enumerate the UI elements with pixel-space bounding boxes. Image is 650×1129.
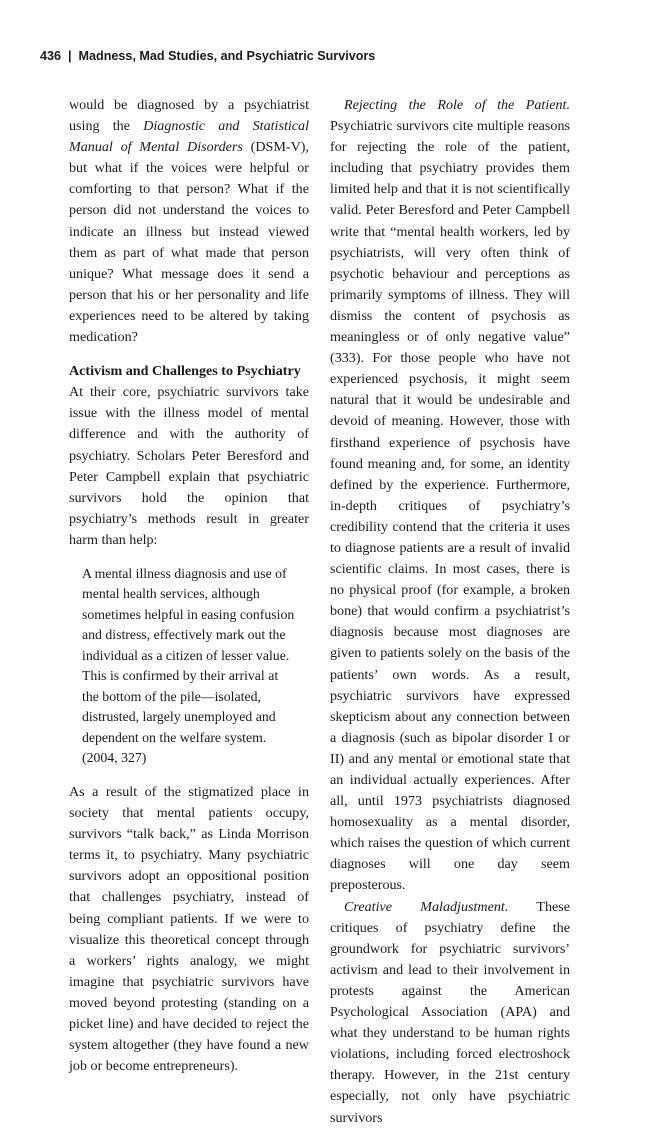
right-column	[330, 95, 570, 1129]
right-paragraph-2-text: These critiques of psychiatry define the groundwork for psychiatric survivors’ activism and lead to their involvement in protests against the American Psychological Association (APA) and what they understand to be human rights violations, including forced electroshock therapy. However, in the 21st century especially, not only have psychiatric survivors	[330, 898, 570, 1126]
header-separator: |	[68, 49, 72, 63]
runin-heading-creative: Creative Maladjustment.	[344, 898, 509, 915]
left-paragraph-3: As a result of the stigmatized place in society that mental patients occupy, survivors “talk back,” as Linda Morrison terms it, to psychiatry. Many psychiatric survivors adopt an oppositional position that challenges psychiatry, instead of being compliant patients. If we were to visualize this theoretical concept through a workers’ rights analogy, we might imagine that psychiatric survivors have moved beyond protesting (standing on a picket line) and have decided to reject the system altogether (they have found a new job or become entrepreneurs).	[69, 783, 309, 1075]
left-paragraph-1	[69, 95, 309, 348]
left-paragraph-1-text-a: would be diagnosed by a psychiatrist using the	[69, 97, 309, 135]
page-number: 436	[40, 49, 62, 63]
right-paragraph-1-text: Psychiatric survivors cite multiple reasons for rejecting the role of the patient, including that psychiatry provides them limited help and that it is not scientifically valid. Peter Beresford and Peter Campbell write that “mental health workers, led by psychiatrists, will very often think of psychotic behaviour and perceptions as primarily symptoms of illness. They will dismiss the content of psychosis as meaningless or of only negative value” (333). For those people who have not experienced psychosis, it might seem natural that it would be undesirable and devoid of meaning. However, those with firsthand experience of psychosis have found meaning and, for some, an identity defined by the experience. Furthermore, in-depth critiques of psychiatry’s credibility contend that the criteria it uses to diagnose patients are a result of invalid scientific claims. In most cases, there is no physical proof (for example, a broken bone) that would confirm a psychiatrist’s diagnosis because most diagnoses are given to patients solely on the basis of the patients’ own words. As a result, psychiatric survivors have expressed skepticism about any connection between a diagnosis (such as bipolar disorder I or II) and any mental or emotional state that an individual actually experiences. After all, until 1973 psychiatrists diagnosed homosexuality as a mental disorder, which raises the question of which current diagnoses will one day seem preposterous.	[330, 118, 570, 894]
block-quote: A mental illness diagnosis and use of mental health services, although sometimes helpful in easing confusion and distress, effectively mark out the individual as a citizen of lesser value. This is confirmed by their arrival at the bottom of the pile—isolated, distrusted, largely unemployed and dependent on the welfare system. (2004, 327)	[82, 565, 295, 766]
left-paragraph-2: At their core, psychiatric survivors take issue with the illness model of mental difference and with the authority of psychiatry. Scholars Peter Beresford and Peter Campbell explain that psychiatric survivors hold the opinion that psychiatry’s methods result in greater harm than help:	[69, 384, 309, 548]
running-title: Madness, Mad Studies, and Psychiatric Survivors	[78, 49, 376, 63]
left-column	[69, 95, 309, 1077]
right-paragraph-1	[330, 95, 570, 897]
dsm-title: Diagnostic and Statistical Manual of Mental Disorders	[69, 118, 310, 156]
right-paragraph-2	[330, 897, 570, 1129]
left-paragraph-1-text-b: (DSM-V), but what if the voices were helpful or comforting to that person? What if the person did not understand the voices to indicate an illness but instead viewed them as part of what made that person unique? What message does it send a person that his or her personality and life experiences need to be altered by taking medication?	[69, 139, 310, 346]
runin-heading-rejecting: Rejecting the Role of the Patient.	[344, 97, 570, 113]
section-heading: Activism and Challenges to Psychiatry	[69, 363, 301, 380]
running-header	[40, 49, 375, 63]
